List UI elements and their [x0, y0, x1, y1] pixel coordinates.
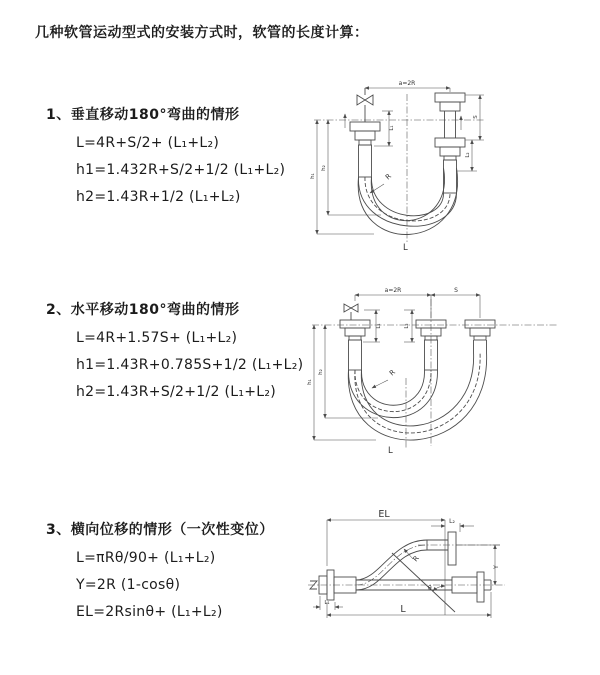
- dim-label-el: EL: [378, 509, 390, 520]
- section-3-heading: [46, 519, 274, 539]
- section-2-heading: [46, 299, 303, 319]
- hose-u-bend: [358, 168, 457, 235]
- dim-label-l: L: [400, 604, 406, 615]
- section-2-number: 2、: [46, 302, 71, 318]
- page-title: 几种软管运动型式的安装方式时，软管的长度计算：: [35, 25, 369, 41]
- radius-label: R: [411, 554, 421, 564]
- hose-s-curve: [356, 540, 427, 590]
- diagram-lateral-displacement: [300, 490, 600, 650]
- dim-label-h2: h₂: [318, 369, 324, 375]
- radius-label: R: [387, 368, 397, 378]
- section-1-title: 垂直移动180°弯曲的情形: [70, 107, 240, 123]
- dim-label-h1: h₁: [307, 379, 313, 385]
- dim-label-h2: h₂: [321, 165, 327, 171]
- dim-label-l2: L₂: [465, 152, 471, 158]
- radius-label: R: [383, 172, 393, 182]
- dim-label-l1: L₁: [324, 600, 330, 606]
- upper-flange-fitting: [427, 532, 456, 565]
- dim-label-l1: L₁: [376, 323, 382, 329]
- section-3-title: 横向位移的情形（一次性变位）: [70, 522, 274, 538]
- length-label: L: [403, 243, 408, 253]
- dim-label-l2: L₂: [449, 518, 455, 525]
- formula-h2: h2=1.43R+1/2 (L₁+L₂): [76, 189, 241, 205]
- formula-h1: h1=1.43R+0.785S+1/2 (L₁+L₂): [76, 357, 304, 373]
- length-label: L: [388, 446, 393, 456]
- hose-u-bend: [348, 352, 486, 440]
- section-3-number: 3、: [46, 522, 71, 538]
- section-1-number: 1、: [46, 107, 71, 123]
- dim-label-a2r: a=2R: [384, 287, 402, 294]
- section-vertical-movement: [46, 104, 285, 205]
- formula-el: EL=2Rsinθ+ (L₁+L₂): [76, 604, 223, 620]
- section-1-heading: [46, 104, 285, 124]
- section-2-title: 水平移动180°弯曲的情形: [70, 302, 240, 318]
- dim-label-a2r: a=2R: [398, 80, 416, 87]
- dim-label-s: S: [454, 287, 458, 294]
- valve-icon: [344, 304, 358, 320]
- diagram-vertical-180-bend: [306, 76, 596, 256]
- formula-l: L=πRθ/90+ (L₁+L₂): [76, 550, 216, 566]
- valve-icon: [357, 88, 373, 122]
- dim-label-l2: L₂: [404, 323, 410, 329]
- dim-label-h1: h₁: [310, 173, 316, 179]
- formula-l: L=4R+1.57S+ (L₁+L₂): [76, 330, 238, 346]
- right-pipe-fitting: [435, 93, 465, 193]
- diagram-horizontal-180-bend: [306, 280, 598, 458]
- left-pipe-fitting: [350, 122, 380, 177]
- angle-label: θ: [428, 585, 432, 592]
- formula-y: Y=2R (1-cosθ): [76, 577, 181, 593]
- section-horizontal-movement: [46, 299, 303, 400]
- dim-label-y: Y: [493, 565, 500, 569]
- section-lateral-displacement: [46, 519, 274, 620]
- dim-label-l1: L₁: [389, 125, 395, 131]
- dim-label-s: S: [473, 115, 479, 119]
- formula-h2: h2=1.43R+S/2+1/2 (L₁+L₂): [76, 384, 277, 400]
- formula-h1: h1=1.432R+S/2+1/2 (L₁+L₂): [76, 162, 286, 178]
- formula-l: L=4R+S/2+ (L₁+L₂): [76, 135, 220, 151]
- left-pipe-fitting: [340, 320, 370, 370]
